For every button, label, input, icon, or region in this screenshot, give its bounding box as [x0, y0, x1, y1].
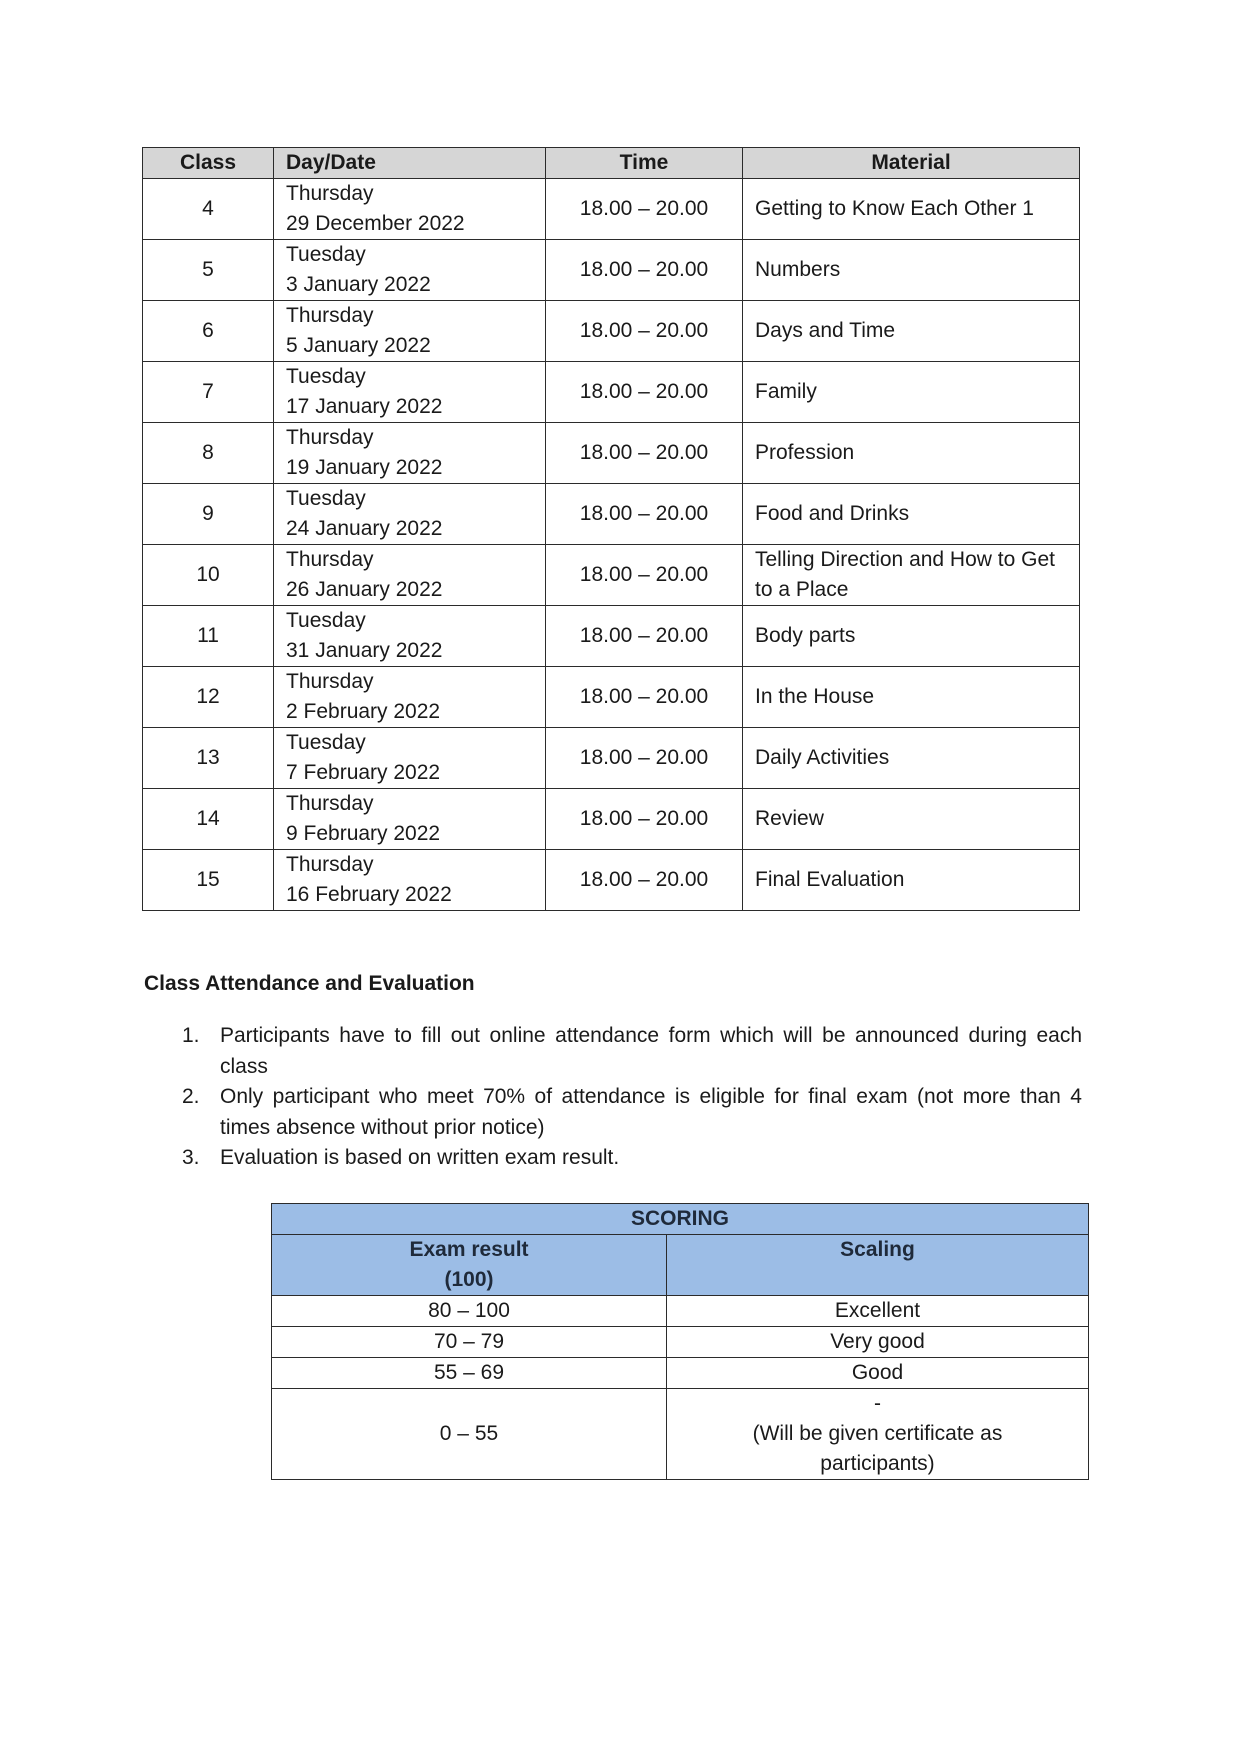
day-date [274, 484, 546, 545]
header-exam-line2: (100) [444, 1268, 494, 1291]
day-date [274, 667, 546, 728]
class-number: 6 [143, 301, 274, 362]
table-row [272, 1389, 1089, 1480]
day: Tuesday [286, 487, 366, 510]
score-range: 0 – 55 [272, 1389, 667, 1480]
table-row [272, 1358, 1089, 1389]
time: 18.00 – 20.00 [546, 545, 743, 606]
class-number: 13 [143, 728, 274, 789]
scoring-table [271, 1203, 1089, 1480]
material: In the House [743, 667, 1080, 728]
time: 18.00 – 20.00 [546, 606, 743, 667]
table-row [143, 423, 1080, 484]
list-number: 1. [182, 1024, 200, 1047]
material: Body parts [743, 606, 1080, 667]
day: Tuesday [286, 365, 366, 388]
score-range: 55 – 69 [272, 1358, 667, 1389]
header-time: Time [546, 148, 743, 179]
scoring-title-row [272, 1204, 1089, 1235]
class-number: 14 [143, 789, 274, 850]
time: 18.00 – 20.00 [546, 240, 743, 301]
header-exam-line1: Exam result [409, 1238, 529, 1261]
table-row [143, 850, 1080, 911]
list-item [182, 1021, 1082, 1082]
table-row [143, 362, 1080, 423]
material: Profession [743, 423, 1080, 484]
day: Thursday [286, 853, 374, 876]
day: Thursday [286, 670, 374, 693]
time: 18.00 – 20.00 [546, 301, 743, 362]
table-row [143, 484, 1080, 545]
class-number: 15 [143, 850, 274, 911]
material: Days and Time [743, 301, 1080, 362]
date: 9 February 2022 [286, 822, 441, 845]
day: Thursday [286, 304, 374, 327]
day-date [274, 606, 546, 667]
date: 2 February 2022 [286, 700, 441, 723]
date: 29 December 2022 [286, 212, 465, 235]
day: Tuesday [286, 609, 366, 632]
list-text: Participants have to fill out online attendance form which will be announced during each class [220, 1024, 1082, 1078]
score-scale-note: (Will be given certificate as participants) [752, 1422, 1003, 1475]
score-range: 80 – 100 [272, 1296, 667, 1327]
time: 18.00 – 20.00 [546, 789, 743, 850]
date: 3 January 2022 [286, 273, 431, 296]
table-row [143, 789, 1080, 850]
table-row [143, 240, 1080, 301]
day-date [274, 850, 546, 911]
date: 17 January 2022 [286, 395, 443, 418]
table-row [143, 606, 1080, 667]
class-number: 11 [143, 606, 274, 667]
time: 18.00 – 20.00 [546, 484, 743, 545]
table-row [143, 667, 1080, 728]
date: 19 January 2022 [286, 456, 443, 479]
header-day-date: Day/Date [274, 148, 546, 179]
day-date [274, 301, 546, 362]
class-number: 12 [143, 667, 274, 728]
date: 26 January 2022 [286, 578, 443, 601]
material: Family [743, 362, 1080, 423]
time: 18.00 – 20.00 [546, 667, 743, 728]
table-row [143, 728, 1080, 789]
day-date [274, 545, 546, 606]
list-item [182, 1143, 1082, 1174]
material: Final Evaluation [743, 850, 1080, 911]
day: Thursday [286, 426, 374, 449]
day-date [274, 789, 546, 850]
material: Telling Direction and How to Get to a Place [743, 545, 1080, 606]
day-date [274, 240, 546, 301]
day-date [274, 362, 546, 423]
list-item [182, 1082, 1082, 1143]
time: 18.00 – 20.00 [546, 179, 743, 240]
scoring-header-row [272, 1235, 1089, 1296]
score-range: 70 – 79 [272, 1327, 667, 1358]
class-number: 5 [143, 240, 274, 301]
date: 16 February 2022 [286, 883, 452, 906]
list-number: 2. [182, 1085, 200, 1108]
score-scale: Very good [667, 1327, 1089, 1358]
day-date [274, 423, 546, 484]
class-number: 4 [143, 179, 274, 240]
schedule-header-row [143, 148, 1080, 179]
time: 18.00 – 20.00 [546, 423, 743, 484]
table-row [143, 179, 1080, 240]
list-text: Evaluation is based on written exam result. [220, 1146, 620, 1169]
date: 31 January 2022 [286, 639, 443, 662]
time: 18.00 – 20.00 [546, 362, 743, 423]
material: Food and Drinks [743, 484, 1080, 545]
header-exam-result [272, 1235, 667, 1296]
time: 18.00 – 20.00 [546, 850, 743, 911]
class-number: 8 [143, 423, 274, 484]
day: Thursday [286, 182, 374, 205]
class-number: 7 [143, 362, 274, 423]
class-number: 10 [143, 545, 274, 606]
material: Numbers [743, 240, 1080, 301]
score-scale-dash: - [874, 1392, 881, 1415]
table-row [143, 301, 1080, 362]
table-row [272, 1327, 1089, 1358]
material: Getting to Know Each Other 1 [743, 179, 1080, 240]
class-number: 9 [143, 484, 274, 545]
scoring-title: SCORING [272, 1204, 1089, 1235]
list-text: Only participant who meet 70% of attendance is eligible for final exam (not more than 4 times absence without prior notice) [220, 1085, 1082, 1139]
list-number: 3. [182, 1146, 200, 1169]
day: Thursday [286, 548, 374, 571]
table-row [143, 545, 1080, 606]
material: Review [743, 789, 1080, 850]
score-scale: Excellent [667, 1296, 1089, 1327]
day: Thursday [286, 792, 374, 815]
header-scaling: Scaling [667, 1235, 1089, 1296]
section-title-attendance: Class Attendance and Evaluation [144, 972, 475, 995]
header-material: Material [743, 148, 1080, 179]
material: Daily Activities [743, 728, 1080, 789]
class-schedule-table [142, 147, 1080, 911]
score-scale [667, 1389, 1089, 1480]
day: Tuesday [286, 243, 366, 266]
day: Tuesday [286, 731, 366, 754]
score-scale: Good [667, 1358, 1089, 1389]
date: 7 February 2022 [286, 761, 441, 784]
day-date [274, 179, 546, 240]
day-date [274, 728, 546, 789]
date: 24 January 2022 [286, 517, 443, 540]
table-row [272, 1296, 1089, 1327]
header-class: Class [143, 148, 274, 179]
attendance-rules-list [182, 1021, 1082, 1174]
date: 5 January 2022 [286, 334, 431, 357]
time: 18.00 – 20.00 [546, 728, 743, 789]
